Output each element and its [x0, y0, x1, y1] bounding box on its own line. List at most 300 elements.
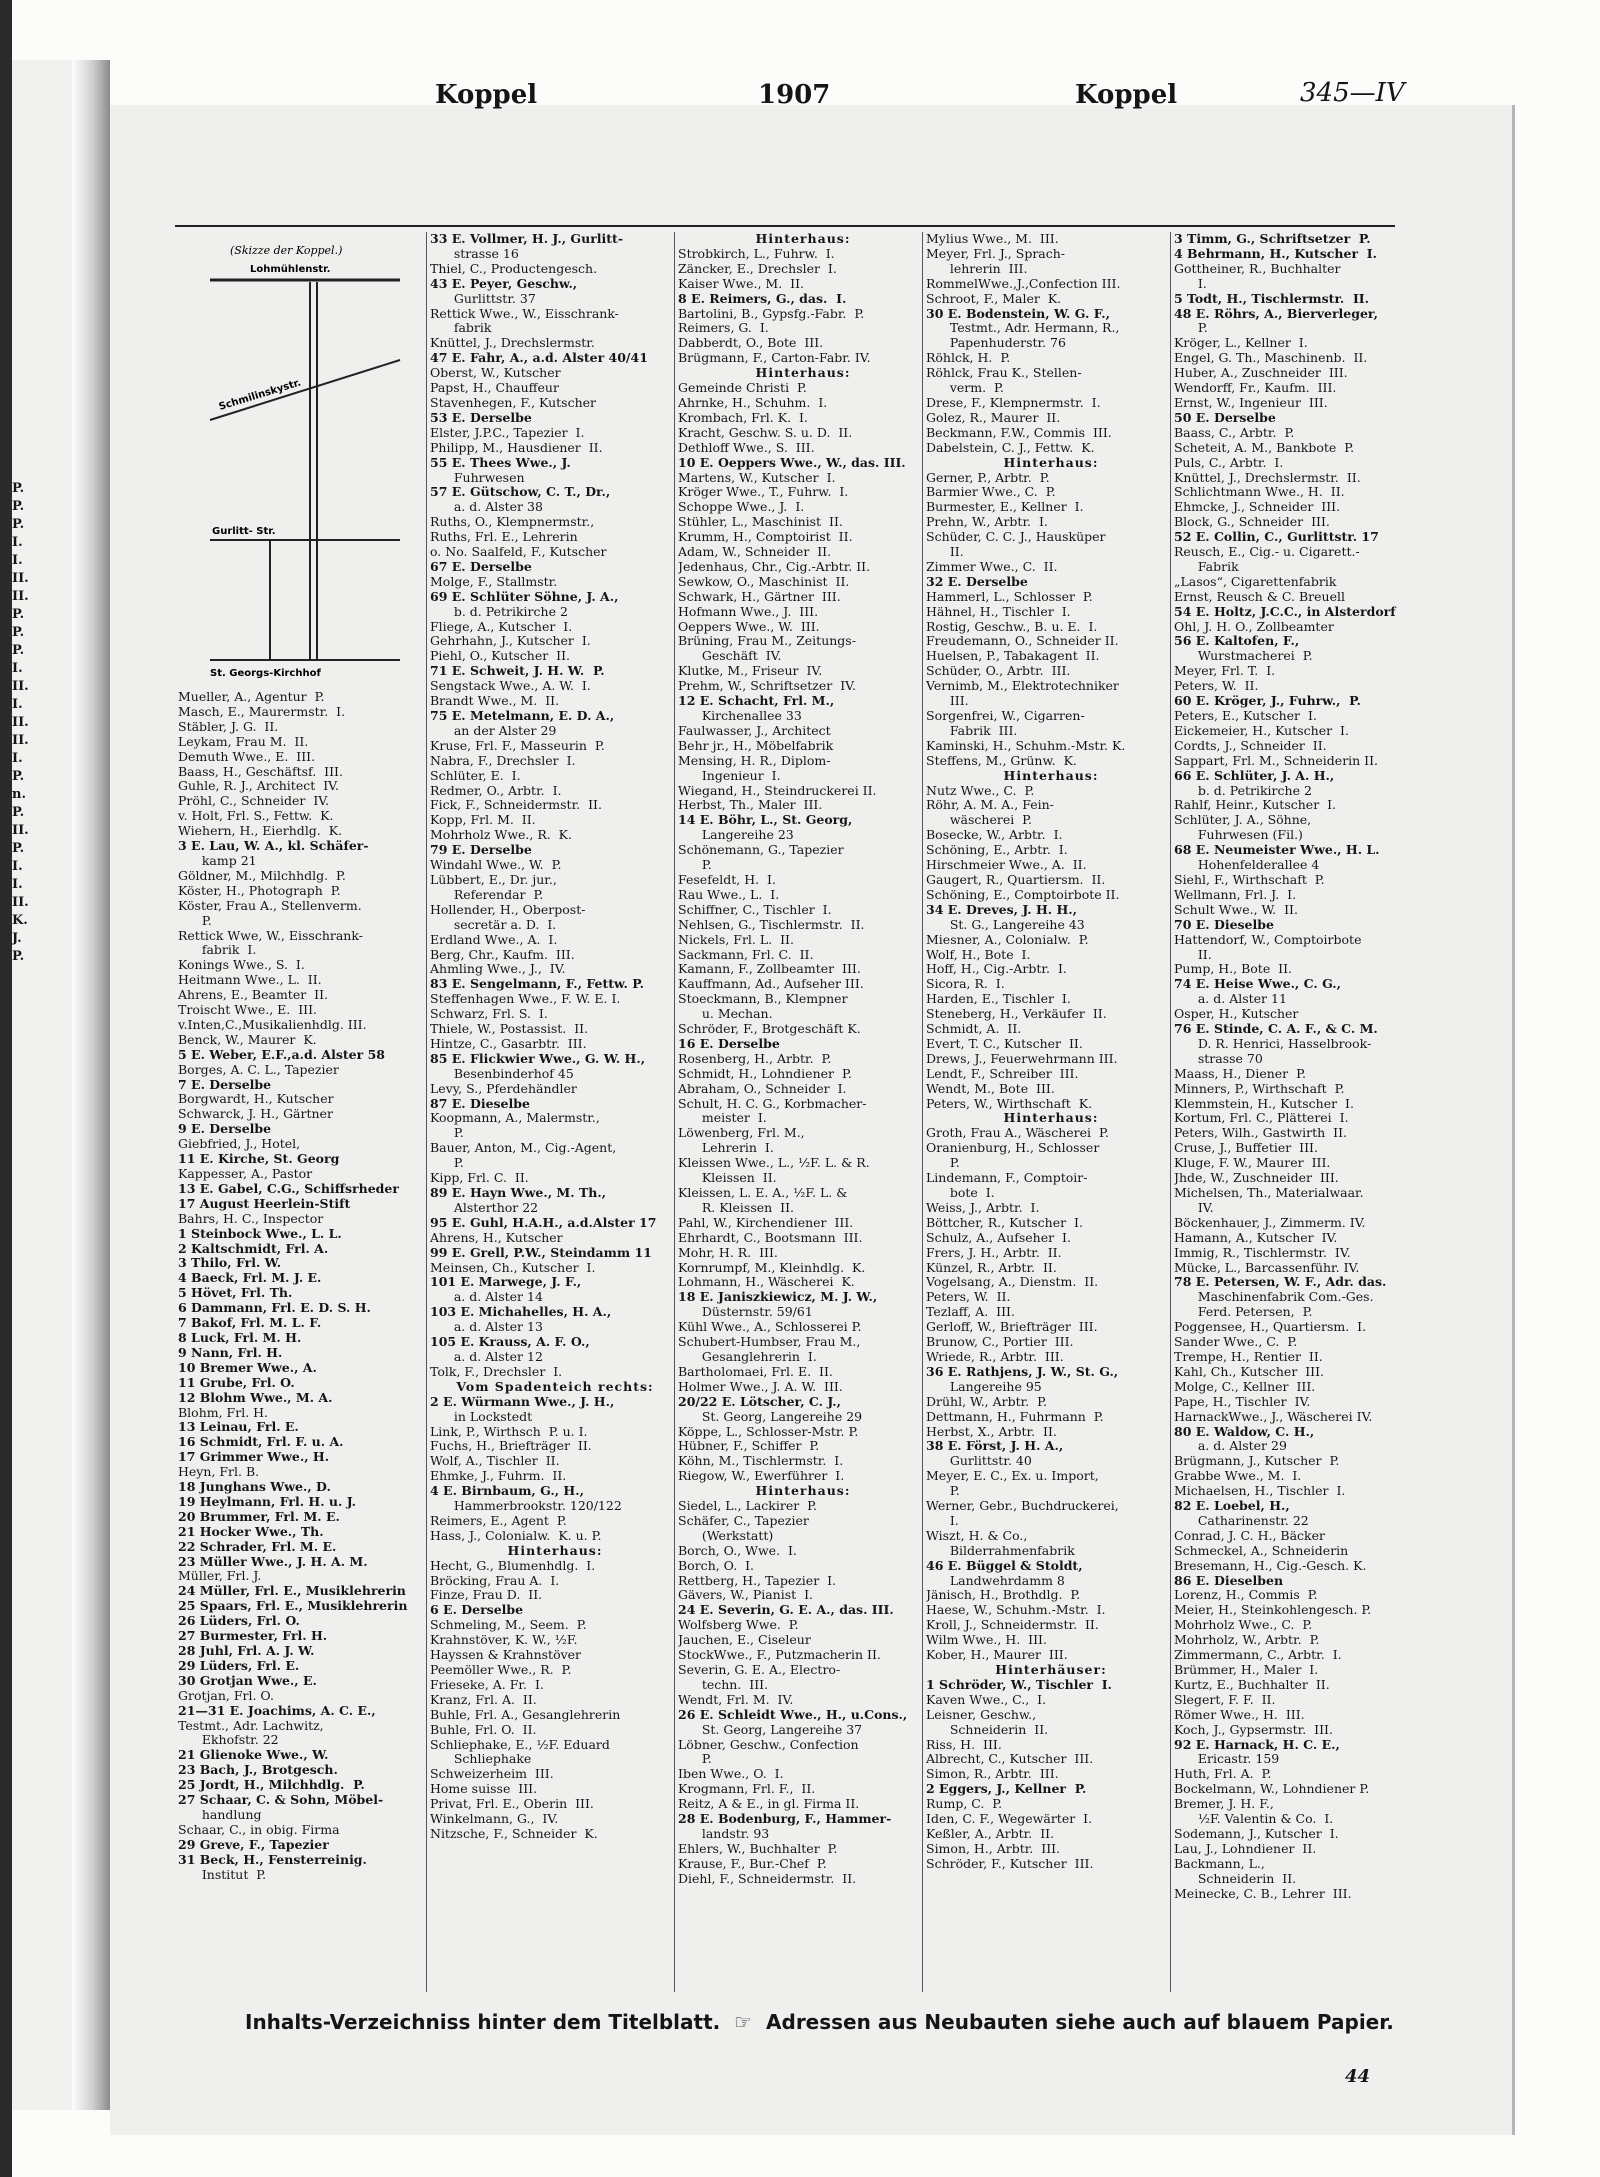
- directory-entry: Vom Spadenteich rechts:: [456, 1379, 654, 1394]
- directory-entry: Huth, Frl. A. P.: [1174, 1767, 1272, 1782]
- directory-entry: strasse 16: [430, 246, 519, 261]
- directory-entry: Lehrerin I.: [678, 1141, 774, 1156]
- directory-entry: 32 E. Derselbe: [926, 574, 1028, 589]
- column-5: [1174, 232, 1424, 1992]
- directory-entry: Backmann, L.,: [1174, 1856, 1265, 1871]
- directory-entry: fabrik: [430, 321, 492, 336]
- directory-entry: 21 Hocker Wwe., Th.: [178, 1524, 324, 1539]
- directory-entry: 2 E. Würmann Wwe., J. H.,: [430, 1394, 615, 1409]
- directory-entry: „Lasos“, Cigarettenfabrik: [1174, 574, 1337, 589]
- directory-entry: P.: [1174, 321, 1208, 336]
- directory-entry: Kaven Wwe., C., I.: [926, 1692, 1047, 1707]
- previous-page-letter: J.: [12, 931, 22, 946]
- directory-entry: 92 E. Harnack, H. C. E.,: [1174, 1737, 1340, 1752]
- directory-entry: Schubert-Humbser, Frau M.,: [678, 1335, 861, 1350]
- header-page-ref: 345—IV: [1300, 78, 1405, 108]
- column-2: [430, 232, 680, 1992]
- directory-entry: Block, G., Schneider III.: [1174, 515, 1330, 530]
- directory-entry: Peemöller Wwe., R. P.: [430, 1663, 572, 1677]
- directory-entry: Michaelsen, H., Tischler I.: [1174, 1484, 1346, 1499]
- directory-entry: Immig, R., Tischlermstr. IV.: [1174, 1245, 1351, 1260]
- directory-entry: Kahl, Ch., Kutscher III.: [1174, 1364, 1325, 1379]
- directory-entry: Koopmann, A., Malermstr.,: [430, 1111, 600, 1126]
- directory-entry: 28 Juhl, Frl. A. J. W.: [178, 1644, 315, 1658]
- directory-entry: Jedenhaus, Chr., Cig.-Arbtr. II.: [678, 559, 871, 574]
- directory-entry: Sengstack Wwe., A. W. I.: [430, 679, 591, 694]
- directory-entry: Siehl, F., Wirthschaft P.: [1174, 872, 1325, 887]
- directory-entry: Vernimb, M., Elektrotechniker: [926, 679, 1119, 694]
- directory-entry: Ehmke, J., Fuhrm. II.: [430, 1469, 567, 1484]
- directory-entry: Diehl, F., Schneidermstr. II.: [678, 1871, 857, 1886]
- header-rule: [175, 225, 1395, 227]
- directory-entry: StockWwe., F., Putzmacherin II.: [678, 1648, 881, 1663]
- directory-entry: Schulz, A., Aufseher I.: [926, 1230, 1071, 1245]
- directory-entry: Hecht, G., Blumenhdlg. I.: [430, 1558, 596, 1573]
- directory-entry: 19 Heylmann, Frl. H. u. J.: [178, 1494, 357, 1509]
- directory-entry: Frieseke, A. Fr. I.: [430, 1677, 544, 1692]
- directory-entry: Müller, Frl. J.: [178, 1569, 262, 1584]
- directory-entry: Knüttel, J., Drechslermstr. II.: [1174, 470, 1361, 485]
- directory-entry: Weiss, J., Arbtr. I.: [926, 1200, 1040, 1215]
- directory-entry: Kaiser Wwe., M. II.: [678, 276, 804, 291]
- directory-entry: Klutke, M., Friseur IV.: [678, 664, 823, 679]
- directory-entry: Schroot, F., Maler K.: [926, 291, 1062, 306]
- directory-entry: Gaugert, R., Quartiersm. II.: [926, 872, 1106, 887]
- directory-entry: 7 E. Derselbe: [178, 1077, 272, 1092]
- directory-entry: Sappart, Frl. M., Schneiderin II.: [1174, 753, 1379, 768]
- directory-entry: 68 E. Neumeister Wwe., H. L.: [1174, 843, 1380, 858]
- directory-entry: Rettberg, H., Tapezier I.: [678, 1573, 837, 1588]
- directory-entry: Rump, C. P.: [926, 1797, 1003, 1812]
- directory-entry: 85 E. Flickwier Wwe., G. W. H.,: [430, 1051, 646, 1066]
- directory-entry: P.: [178, 913, 212, 928]
- previous-page-letter: P.: [12, 805, 25, 820]
- directory-entry: Löwenberg, Frl. M.,: [678, 1126, 805, 1141]
- directory-entry: Demuth Wwe., E. III.: [178, 749, 316, 764]
- directory-entry: Hass, J., Colonialw. K. u. P.: [430, 1528, 602, 1543]
- map-label-schmilinskystr: Schmilinskystr.: [217, 377, 303, 413]
- previous-page-letter: I.: [12, 697, 23, 712]
- directory-entry: Ruths, O., Klempnermstr.,: [430, 515, 595, 530]
- directory-entry: P.: [430, 1126, 464, 1141]
- directory-entry: Vogelsang, A., Dienstm. II.: [926, 1275, 1099, 1290]
- directory-entry: 24 E. Severin, G. E. A., das. III.: [678, 1603, 894, 1618]
- directory-entry: Schmidt, A. II.: [926, 1022, 1022, 1037]
- directory-entry: 1 Steinbock Wwe., L. L.: [178, 1226, 342, 1241]
- directory-entry: Fliege, A., Kutscher I.: [430, 619, 573, 634]
- directory-entry: Langereihe 95: [926, 1379, 1042, 1394]
- directory-entry: Pröhl, C., Schneider IV.: [178, 794, 330, 809]
- directory-entry: Leykam, Frau M. II.: [178, 734, 309, 749]
- previous-page-letter: K.: [12, 913, 28, 928]
- directory-entry: D. R. Henrici, Hasselbrook-: [1174, 1036, 1372, 1051]
- directory-entry: 9 E. Derselbe: [178, 1122, 272, 1137]
- directory-entry: 13 Leinau, Frl. E.: [178, 1420, 299, 1435]
- directory-entry: (Werkstatt): [678, 1528, 774, 1543]
- directory-entry: Adam, W., Schneider II.: [678, 545, 832, 560]
- directory-entry: a. d. Alster 13: [430, 1320, 543, 1335]
- directory-entry: Golez, R., Maurer II.: [926, 410, 1061, 425]
- directory-entry: 22 Schrader, Frl. M. E.: [178, 1539, 337, 1554]
- directory-entry: Hintze, C., Gasarbtr. III.: [430, 1036, 587, 1051]
- previous-page-strip: [12, 60, 72, 2110]
- directory-entry: 7 Bakof, Frl. M. L. F.: [178, 1316, 322, 1331]
- directory-entry: P.: [926, 1484, 960, 1499]
- directory-entry: Buhle, Frl. O. II.: [430, 1722, 537, 1737]
- directory-entry: 1 Schröder, W., Tischler I.: [926, 1677, 1112, 1692]
- directory-entry: Herbst, Th., Maler III.: [678, 798, 823, 813]
- directory-entry: 4 E. Birnbaum, G., H.,: [430, 1484, 584, 1499]
- column-1: [178, 690, 428, 1990]
- directory-entry: Haese, W., Schuhm.-Mstr. I.: [926, 1603, 1106, 1618]
- directory-entry: Düsternstr. 59/61: [678, 1305, 813, 1320]
- directory-entry: Simon, R., Arbtr. III.: [926, 1767, 1059, 1782]
- directory-entry: 24 Müller, Frl. E., Musiklehrerin: [178, 1584, 406, 1599]
- previous-page-letter: P.: [12, 481, 25, 496]
- directory-entry: 8 Luck, Frl. M. H.: [178, 1330, 302, 1345]
- directory-entry: Dettmann, H., Fuhrmann P.: [926, 1409, 1104, 1424]
- directory-entry: 21—31 E. Joachims, A. C. E.,: [178, 1703, 376, 1718]
- directory-entry: 53 E. Derselbe: [430, 410, 532, 425]
- directory-entry: Wiszt, H. & Co.,: [926, 1528, 1028, 1543]
- directory-entry: Link, P., Wirthsch P. u. I.: [430, 1424, 588, 1439]
- directory-entry: Schneiderin II.: [926, 1722, 1049, 1737]
- directory-entry: Osper, H., Kutscher: [1174, 1007, 1299, 1022]
- directory-entry: 57 E. Gütschow, C. T., Dr.,: [430, 485, 611, 500]
- previous-page-letter: II.: [12, 823, 29, 838]
- directory-entry: 103 E. Michahelles, H. A.,: [430, 1305, 612, 1320]
- directory-entry: Molge, F., Stallmstr.: [430, 574, 558, 589]
- directory-entry: Nutz Wwe., C. P.: [926, 783, 1035, 798]
- directory-entry: Rau Wwe., L. I.: [678, 887, 780, 902]
- directory-entry: Riss, H. III.: [926, 1737, 1002, 1752]
- directory-entry: Sander Wwe., C. P.: [1174, 1335, 1298, 1350]
- directory-entry: 27 Burmester, Frl. H.: [178, 1629, 328, 1644]
- directory-entry: Wurstmacherei P.: [1174, 649, 1313, 664]
- directory-entry: Borges, A. C. L., Tapezier: [178, 1062, 339, 1077]
- directory-entry: Schüder, C. C. J., Hausküper: [926, 530, 1106, 545]
- directory-entry: Lau, J., Lohndiener II.: [1174, 1841, 1317, 1856]
- directory-entry: Huelsen, P., Tabakagent II.: [926, 649, 1100, 664]
- directory-entry: Wendorff, Fr., Kaufm. III.: [1174, 381, 1337, 396]
- directory-entry: Künzel, R., Arbtr. II.: [926, 1260, 1057, 1275]
- directory-entry: 28 E. Bodenburg, F., Hammer-: [678, 1812, 892, 1827]
- directory-entry: Benck, W., Maurer K.: [178, 1032, 317, 1047]
- directory-entry: Wolf, A., Tischler II.: [430, 1454, 560, 1469]
- directory-entry: Bauer, Anton, M., Cig.-Agent,: [430, 1141, 617, 1156]
- directory-entry: Landwehrdamm 8: [926, 1573, 1065, 1588]
- directory-entry: Prehn, W., Arbtr. I.: [926, 515, 1048, 530]
- previous-page-letter: I.: [12, 877, 23, 892]
- directory-entry: Jhde, W., Zuschneider III.: [1174, 1171, 1339, 1186]
- directory-entry: Sewkow, O., Maschinist II.: [678, 574, 850, 589]
- directory-entry: Kröger, L., Kellner I.: [1174, 336, 1308, 351]
- directory-entry: 17 Grimmer Wwe., H.: [178, 1450, 330, 1465]
- directory-entry: wäscherei P.: [926, 813, 1033, 828]
- directory-entry: Brügmann, F., Carton-Fabr. IV.: [678, 351, 871, 366]
- directory-entry: Frers, J. H., Arbtr. II.: [926, 1245, 1062, 1260]
- directory-entry: Windahl Wwe., W. P.: [430, 858, 562, 873]
- directory-entry: Oeppers Wwe., W. III.: [678, 619, 820, 634]
- directory-entry: Kluge, F. W., Maurer III.: [1174, 1156, 1331, 1171]
- directory-entry: 26 E. Schleidt Wwe., H., u.Cons.,: [678, 1707, 908, 1722]
- directory-entry: bote I.: [926, 1186, 995, 1200]
- directory-entry: Alsterthor 22: [430, 1200, 539, 1215]
- directory-entry: Harden, E., Tischler I.: [926, 992, 1071, 1007]
- directory-entry: 43 E. Peyer, Geschw.,: [430, 276, 578, 291]
- map-label-gurlittstr: Gurlitt- Str.: [212, 526, 276, 537]
- directory-entry: Puls, C., Arbtr. I.: [1174, 455, 1284, 470]
- directory-entry: Gurlittstr. 37: [430, 291, 536, 306]
- directory-entry: Scheteit, A. M., Bankbote P.: [1174, 440, 1355, 455]
- directory-entry: Drühl, W., Arbtr. P.: [926, 1394, 1048, 1409]
- directory-entry: I.: [926, 1513, 959, 1528]
- directory-entry: Schäfer, C., Tapezier: [678, 1513, 809, 1528]
- directory-entry: R. Kleissen II.: [678, 1200, 795, 1215]
- directory-entry: verm. P.: [926, 381, 1004, 396]
- directory-entry: Schmeling, M., Seem. P.: [430, 1618, 587, 1633]
- directory-entry: 4 Baeck, Frl. M. J. E.: [178, 1271, 322, 1286]
- directory-entry: 6 Dammann, Frl. E. D. S. H.: [178, 1301, 371, 1316]
- directory-entry: Kleissen Wwe., L., ½F. L. & R.: [678, 1156, 870, 1171]
- directory-entry: Ahmling Wwe., J., IV.: [430, 962, 566, 977]
- directory-entry: Kruse, Frl. F., Masseurin P.: [430, 738, 605, 753]
- directory-entry: Bockelmann, W., Lohndiener P.: [1174, 1782, 1370, 1797]
- directory-entry: strasse 70: [1174, 1051, 1263, 1066]
- directory-entry: Reitz, A & E., in gl. Firma II.: [678, 1797, 860, 1812]
- directory-entry: Schwarck, J. H., Gärtner: [178, 1107, 333, 1122]
- directory-entry: meister I.: [678, 1111, 767, 1126]
- directory-entry: Minners, P., Wirthschaft P.: [1174, 1081, 1345, 1096]
- directory-entry: Stavenhegen, F., Kutscher: [430, 395, 597, 410]
- directory-entry: Meinecke, C. B., Lehrer III.: [1174, 1886, 1352, 1901]
- directory-entry: lehrerin III.: [926, 261, 1028, 276]
- directory-entry: Grotjan, Frl. O.: [178, 1688, 274, 1703]
- directory-entry: 79 E. Derselbe: [430, 843, 532, 858]
- directory-entry: HarnackWwe., J., Wäscherei IV.: [1174, 1409, 1373, 1424]
- directory-entry: 25 Jordt, H., Milchhdlg. P.: [178, 1778, 365, 1793]
- directory-entry: Philipp, M., Hausdiener II.: [430, 440, 603, 455]
- directory-entry: Pahl, W., Kirchendiener III.: [678, 1215, 854, 1230]
- directory-entry: Privat, Frl. E., Oberin III.: [430, 1797, 594, 1812]
- directory-entry: Conrad, J. C. H., Bäcker: [1174, 1528, 1325, 1543]
- directory-entry: Strobkirch, L., Fuhrw. I.: [678, 246, 835, 261]
- column-4: [926, 232, 1176, 1992]
- directory-entry: 99 E. Grell, P.W., Steindamm 11: [430, 1245, 652, 1260]
- directory-entry: Steneberg, H., Verkäufer II.: [926, 1007, 1107, 1022]
- directory-entry: Brandt Wwe., M. II.: [430, 694, 560, 709]
- directory-entry: Kaminski, H., Schuhm.-Mstr. K.: [926, 738, 1126, 753]
- previous-page-letter: I.: [12, 661, 23, 676]
- directory-entry: secretär a. D. I.: [430, 917, 557, 932]
- directory-entry: Wilm Wwe., H. III.: [926, 1633, 1047, 1648]
- directory-entry: Sicora, R. I.: [926, 977, 1005, 992]
- directory-entry: Albrecht, C., Kutscher III.: [926, 1752, 1094, 1767]
- directory-entry: Maass, H., Diener P.: [1174, 1066, 1306, 1081]
- directory-entry: 8 E. Reimers, G., das. I.: [678, 291, 847, 306]
- directory-entry: Fabrik: [1174, 559, 1239, 574]
- directory-entry: Troischt Wwe., E. III.: [178, 1003, 317, 1018]
- directory-entry: Kleissen, L. E. A., ½F. L. &: [678, 1186, 848, 1200]
- directory-entry: 69 E. Schlüter Söhne, J. A.,: [430, 589, 619, 604]
- directory-entry: Brümmer, H., Maler I.: [1174, 1663, 1319, 1677]
- directory-entry: Herbst, X., Arbtr. II.: [926, 1424, 1057, 1439]
- directory-entry: Lindemann, F., Comptoir-: [926, 1171, 1088, 1186]
- directory-entry: Römer Wwe., H. III.: [1174, 1707, 1305, 1722]
- directory-entry: Siedel, L., Lackirer P.: [678, 1499, 817, 1514]
- directory-entry: Martens, W., Kutscher I.: [678, 470, 836, 485]
- directory-entry: Rahlf, Heinr., Kutscher I.: [1174, 798, 1337, 813]
- directory-entry: Lendt, F., Schreiber III.: [926, 1066, 1079, 1081]
- directory-entry: 3 Timm, G., Schriftsetzer P.: [1174, 232, 1371, 246]
- directory-entry: Drews, J., Feuerwehrmann III.: [926, 1051, 1118, 1066]
- directory-entry: Lohmann, H., Wäscherei K.: [678, 1275, 855, 1290]
- directory-entry: Mueller, A., Agentur P.: [178, 690, 325, 704]
- directory-entry: Mohrholz, W., Arbtr. P.: [1174, 1633, 1320, 1648]
- directory-entry: kamp 21: [178, 853, 257, 868]
- directory-entry: Cruse, J., Buffetier III.: [1174, 1141, 1318, 1156]
- directory-entry: Ferd. Petersen, P.: [1174, 1305, 1313, 1320]
- directory-entry: Ernst, Reusch & C. Breuell: [1174, 589, 1346, 604]
- directory-entry: 78 E. Petersen, W. F., Adr. das.: [1174, 1275, 1387, 1290]
- directory-entry: Gehrhahn, J., Kutscher I.: [430, 634, 591, 649]
- directory-entry: Kipp, Frl. C. II.: [430, 1171, 529, 1186]
- directory-entry: 74 E. Heise Wwe., C. G.,: [1174, 977, 1342, 992]
- directory-entry: landstr. 93: [678, 1826, 770, 1841]
- directory-entry: Geschäft IV.: [678, 649, 782, 664]
- directory-entry: 16 E. Derselbe: [678, 1036, 780, 1051]
- directory-entry: Finze, Frau D. II.: [430, 1588, 543, 1603]
- directory-entry: Erdland Wwe., A. I.: [430, 932, 558, 947]
- directory-entry: Hoff, H., Cig.-Arbtr. I.: [926, 962, 1067, 977]
- directory-entry: 27 Schaar, C. & Sohn, Möbel-: [178, 1793, 384, 1808]
- directory-entry: Baass, H., Geschäftsf. III.: [178, 764, 343, 779]
- directory-entry: Gerner, P., Arbtr. P.: [926, 470, 1050, 485]
- directory-entry: Beckmann, F.W., Commis III.: [926, 425, 1112, 440]
- directory-entry: Bartolini, B., Gypsfg.-Fabr. P.: [678, 306, 865, 321]
- directory-entry: u. Mechan.: [678, 1007, 773, 1022]
- directory-entry: Bresemann, H., Cig.-Gesch. K.: [1174, 1558, 1367, 1573]
- directory-entry: Peters, W. II.: [1174, 679, 1259, 694]
- directory-entry: Hähnel, H., Tischler I.: [926, 604, 1071, 619]
- directory-entry: Bartholomaei, Frl. E. II.: [678, 1364, 833, 1379]
- directory-entry: Fick, F., Schneidermstr. II.: [430, 798, 602, 813]
- directory-entry: Hattendorf, W., Comptoirbote: [1174, 932, 1362, 947]
- directory-entry: 31 Beck, H., Fensterreinig.: [178, 1852, 367, 1867]
- header-year: 1907: [758, 80, 831, 110]
- directory-entry: Meyer, E. C., Ex. u. Import,: [926, 1469, 1099, 1484]
- directory-entry: Steffens, M., Grünw. K.: [926, 753, 1077, 768]
- directory-entry: Röhlck, Frau K., Stellen-: [926, 366, 1082, 381]
- directory-entry: Gemeinde Christi P.: [678, 381, 807, 396]
- directory-entry: Mensing, H. R., Diplom-: [678, 753, 831, 768]
- directory-entry: Reusch, E., Cig.- u. Cigarett.-: [1174, 545, 1360, 560]
- directory-entry: Schlüter, E. I.: [430, 768, 521, 783]
- directory-entry: IV.: [1174, 1200, 1214, 1215]
- directory-entry: Fesefeldt, H. I.: [678, 872, 776, 887]
- directory-entry: 14 E. Böhr, L., St. Georg,: [678, 813, 853, 828]
- directory-entry: Köster, Frau A., Stellenverm.: [178, 898, 362, 913]
- directory-entry: Hammerbrookstr. 120/122: [430, 1499, 622, 1514]
- directory-entry: Trempe, H., Rentier II.: [1174, 1349, 1323, 1364]
- directory-entry: RommelWwe.,J.,Confection III.: [926, 276, 1121, 291]
- directory-entry: Rostig, Geschw., B. u. E. I.: [926, 619, 1098, 634]
- directory-entry: Leisner, Geschw.,: [926, 1707, 1037, 1722]
- directory-entry: Gesanglehrerin I.: [678, 1349, 817, 1364]
- directory-entry: Tolk, F., Drechsler I.: [430, 1364, 563, 1379]
- directory-entry: a. d. Alster 14: [430, 1290, 543, 1305]
- directory-entry: St. Georg, Langereihe 29: [678, 1409, 863, 1424]
- directory-entry: 38 E. Först, J. H. A.,: [926, 1439, 1064, 1454]
- previous-page-letter: II.: [12, 571, 29, 586]
- directory-entry: 70 E. Dieselbe: [1174, 917, 1274, 932]
- directory-entry: Grabbe Wwe., M. I.: [1174, 1469, 1302, 1484]
- street-map-graphic: [190, 240, 420, 680]
- directory-entry: 26 Lüders, Frl. O.: [178, 1614, 300, 1629]
- directory-entry: Miesner, A., Colonialw. P.: [926, 932, 1089, 947]
- directory-entry: Krogmann, Frl. F., II.: [678, 1782, 816, 1797]
- directory-entry: Koch, J., Gypsermstr. III.: [1174, 1722, 1333, 1737]
- street-sketch-map: [190, 240, 420, 680]
- directory-entry: Nabra, F., Drechsler I.: [430, 753, 576, 768]
- directory-entry: Hinterhaus:: [755, 232, 851, 246]
- directory-entry: Schweizerheim III.: [430, 1767, 554, 1782]
- directory-entry: Simon, H., Arbtr. III.: [926, 1841, 1061, 1856]
- header-street-left: Koppel: [435, 80, 538, 110]
- directory-entry: Prehm, W., Schriftsetzer IV.: [678, 679, 856, 694]
- directory-entry: Hirschmeier Wwe., A. II.: [926, 858, 1087, 873]
- directory-entry: Bahrs, H. C., Inspector: [178, 1211, 324, 1226]
- directory-entry: Evert, T. C., Kutscher II.: [926, 1036, 1083, 1051]
- directory-entry: Rettick Wwe., W., Eisschrank-: [430, 306, 619, 321]
- directory-entry: 52 E. Collin, C., Gurlittstr. 17: [1174, 530, 1379, 545]
- directory-entry: Bröcking, Frau A. I.: [430, 1573, 560, 1588]
- directory-entry: Schult, H. C. G., Korbmacher-: [678, 1096, 867, 1111]
- directory-entry: Hollender, H., Oberpost-: [430, 902, 586, 917]
- directory-entry: Zäncker, E., Drechsler I.: [678, 261, 837, 276]
- directory-entry: Gävers, W., Pianist I.: [678, 1588, 814, 1603]
- directory-entry: Stühler, L., Maschinist II.: [678, 515, 843, 530]
- directory-entry: Mohr, H. R. III.: [678, 1245, 778, 1260]
- directory-entry: Blohm, Frl. H.: [178, 1405, 269, 1420]
- directory-entry: Iden, C. F., Wegewärter I.: [926, 1812, 1093, 1827]
- directory-entry: Nehlsen, G., Tischlermstr. II.: [678, 917, 865, 932]
- directory-entry: Nickels, Frl. L. II.: [678, 932, 794, 947]
- directory-entry: Lübbert, E., Dr. jur.,: [430, 872, 557, 887]
- directory-entry: 54 E. Holtz, J.C.C., in Alsterdorf: [1174, 604, 1396, 619]
- directory-entry: Engel, G. Th., Maschinenb. II.: [1174, 351, 1368, 366]
- directory-entry: Meyer, Frl. T. I.: [1174, 664, 1276, 679]
- directory-entry: Freudemann, O., Schneider II.: [926, 634, 1119, 649]
- directory-entry: Hinterhaus:: [1003, 1111, 1099, 1126]
- directory-entry: Fuhrwesen (Fil.): [1174, 828, 1303, 843]
- previous-page-letters: [12, 480, 30, 966]
- directory-entry: Schmeckel, A., Schneiderin: [1174, 1543, 1349, 1558]
- directory-entry: P.: [678, 1752, 712, 1767]
- directory-entry: Ahrens, H., Kutscher: [430, 1230, 563, 1245]
- directory-entry: Mücke, L., Barcassenführ. IV.: [1174, 1260, 1360, 1275]
- directory-entry: Fuchs, H., Briefträger II.: [430, 1439, 592, 1454]
- directory-entry: P.: [678, 858, 712, 873]
- directory-entry: 4 Behrmann, H., Kutscher I.: [1174, 246, 1377, 261]
- directory-entry: Gottheiner, R., Buchhalter: [1174, 261, 1341, 276]
- directory-entry: 80 E. Waldow, C. H.,: [1174, 1424, 1315, 1439]
- directory-entry: Burmester, E., Kellner I.: [926, 500, 1084, 515]
- directory-entry: 2 Eggers, J., Kellner P.: [926, 1782, 1087, 1797]
- directory-entry: 23 Bach, J., Brotgesch.: [178, 1763, 338, 1778]
- directory-entry: Kamann, F., Zollbeamter III.: [678, 962, 861, 977]
- directory-entry: 48 E. Röhrs, A., Bierverleger,: [1174, 306, 1378, 321]
